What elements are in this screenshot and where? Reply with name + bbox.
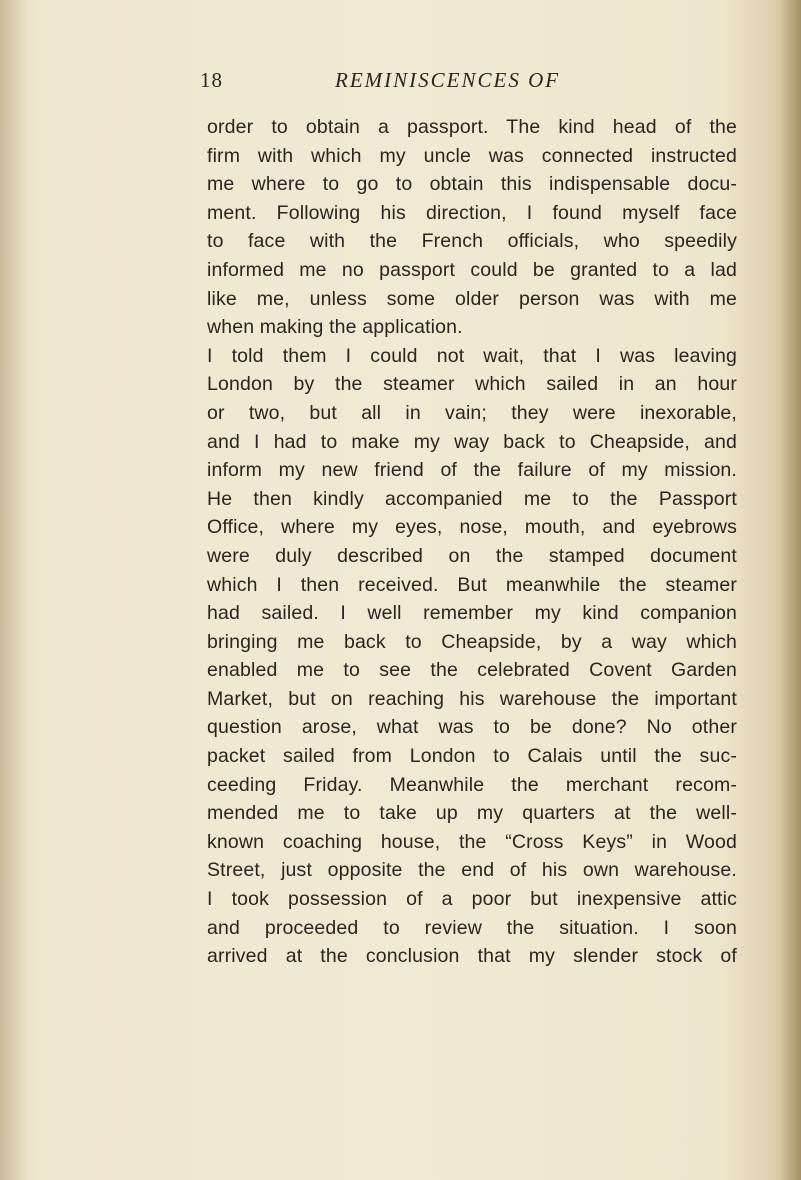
text-line: Office, where my eyes, nose, mouth, and eyebrows [207, 516, 737, 539]
body-text [207, 113, 737, 971]
page-edge-shadow [779, 0, 801, 1180]
text-line: order to obtain a passport. The kind head of the [207, 116, 737, 138]
text-line: He then kindly accompanied me to the Passport [207, 487, 737, 510]
text-line: to face with the French officials, who speedily [207, 230, 737, 253]
text-line: were duly described on the stamped document [207, 544, 737, 567]
text-line: question arose, what was to be done? No other [207, 716, 737, 739]
text-line: ment. Following his direction, I found myself face [207, 201, 737, 224]
text-line: Market, but on reaching his warehouse the important [207, 687, 737, 710]
running-title: REMINISCENCES OF [335, 68, 561, 92]
text-line: enabled me to see the celebrated Covent Garden [207, 659, 737, 682]
text-line: mended me to take up my quarters at the well- [207, 802, 737, 825]
text-line: like me, unless some older person was with me [207, 287, 737, 310]
text-line: arrived at the conclusion that my slender stock of [207, 945, 737, 968]
text-line: I took possession of a poor but inexpensive attic [207, 888, 737, 911]
text-line: informed me no passport could be granted to a lad [207, 258, 737, 281]
text-line: or two, but all in vain; they were inexorable, [207, 401, 737, 424]
text-line: London by the steamer which sailed in an hour [207, 373, 737, 396]
text-line: and proceeded to review the situation. I soon [207, 916, 737, 939]
running-head [200, 68, 760, 98]
text-line: bringing me back to Cheapside, by a way which [207, 630, 737, 653]
page-number: 18 [200, 68, 223, 92]
text-line: packet sailed from London to Calais until the suc- [207, 745, 737, 768]
text-line: Street, just opposite the end of his own warehouse. [207, 859, 737, 882]
text-line: inform my new friend of the failure of my mission. [207, 459, 737, 482]
text-line: had sailed. I well remember my kind companion [207, 602, 737, 625]
text-line: I told them I could not wait, that I was leaving [207, 344, 737, 367]
text-line: and I had to make my way back to Cheapside, and [207, 430, 737, 453]
text-line: me where to go to obtain this indispensable docu- [207, 173, 737, 196]
text-line: known coaching house, the “Cross Keys” in Wood [207, 830, 737, 853]
page-gutter-shadow [0, 0, 28, 1180]
text-line: ceeding Friday. Meanwhile the merchant recom- [207, 773, 737, 796]
text-line: which I then received. But meanwhile the steamer [207, 573, 737, 596]
text-line: firm with which my uncle was connected instructed [207, 144, 737, 167]
text-line: when making the application. [207, 316, 463, 339]
